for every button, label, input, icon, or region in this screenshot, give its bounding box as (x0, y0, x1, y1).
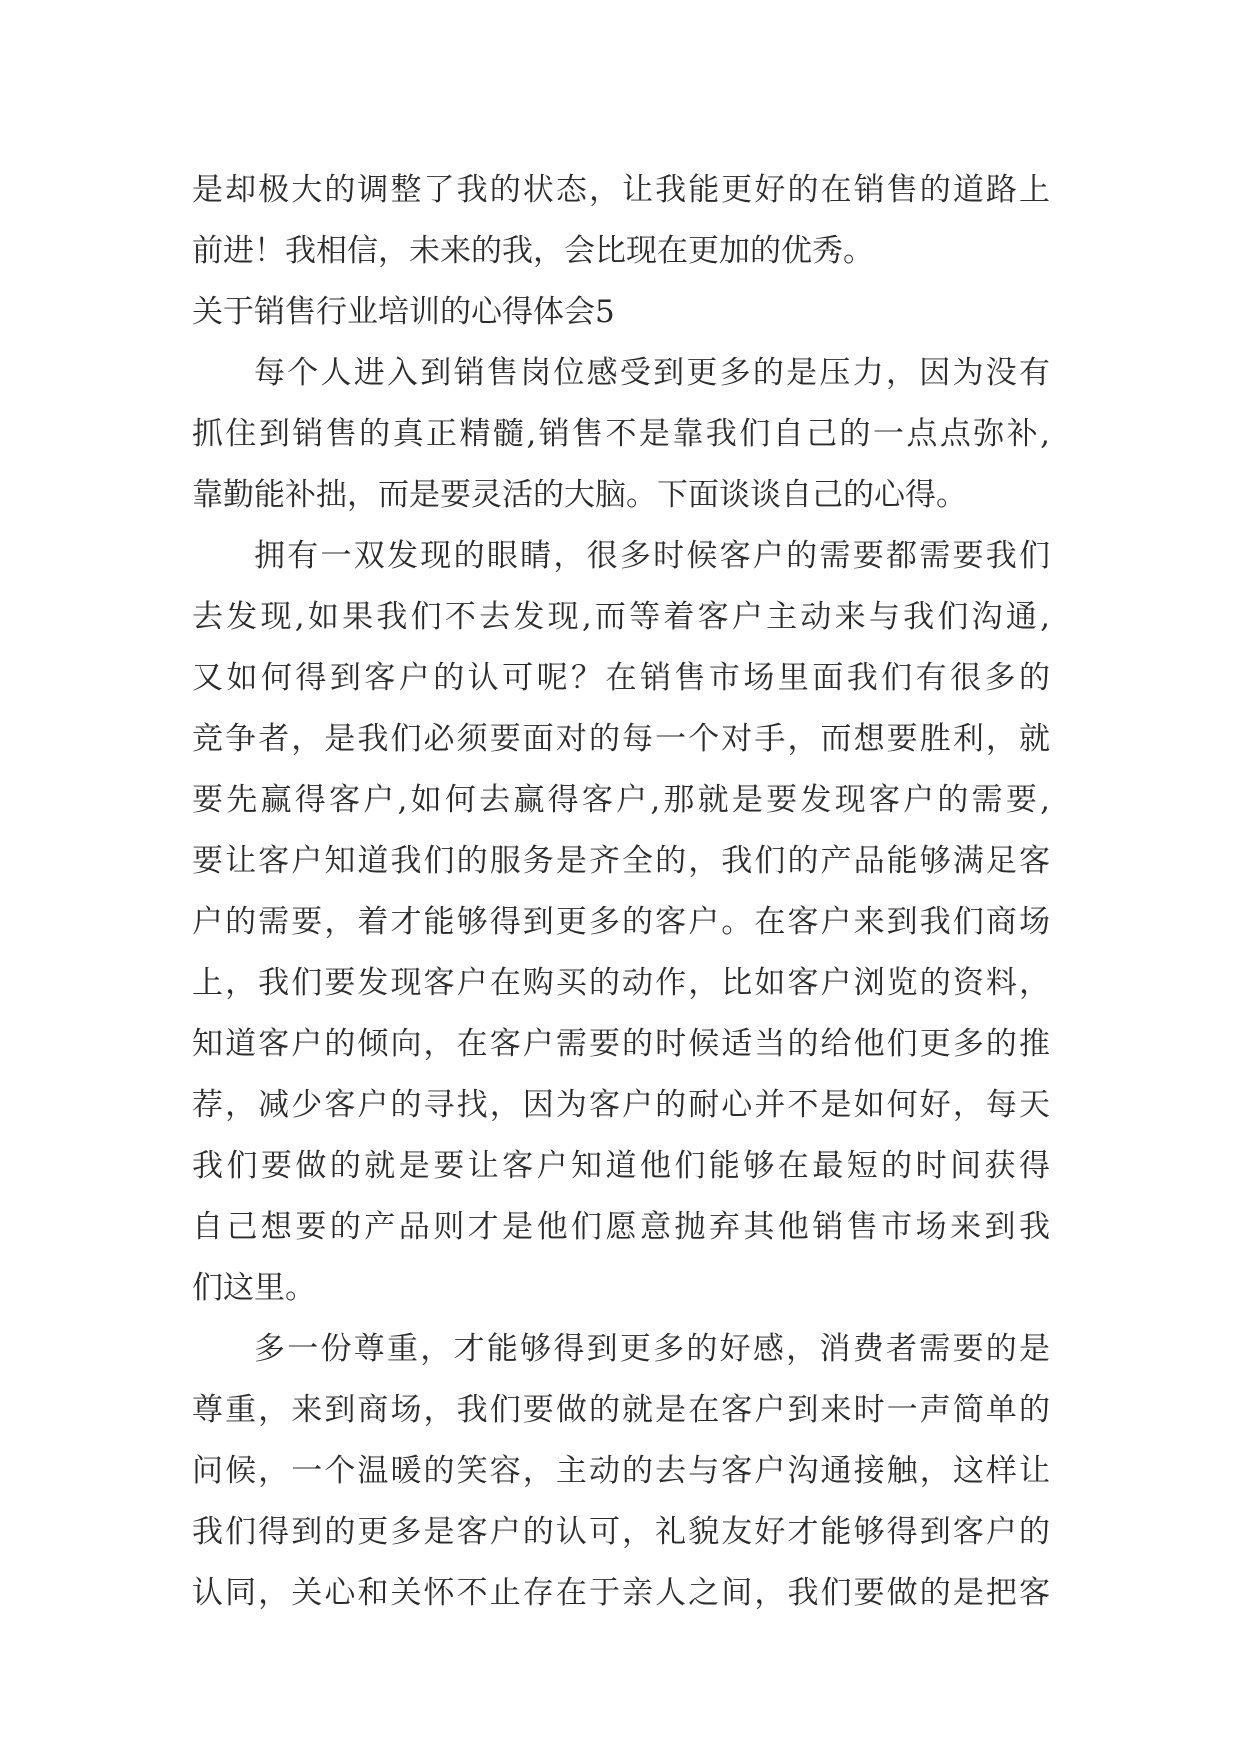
paragraph-first-line: 每个人进入到销售岗位感受到更多的是压力，因为没有 (254, 355, 1050, 391)
text-line: 我们要做的就是要让客户知道他们能够在最短的时间获得 (192, 1148, 1050, 1184)
body-text (192, 160, 1050, 1624)
text-line: 前进！我相信，未来的我，会比现在更加的优秀。 (192, 233, 874, 269)
text-line: 上，我们要发现客户在购买的动作，比如客户浏览的资料， (192, 965, 1050, 1001)
text-line: 荐，减少客户的寻找，因为客户的耐心并不是如何好，每天 (192, 1087, 1050, 1123)
section-heading: 关于销售行业培训的心得体会5 (192, 294, 615, 330)
text-line: 自己想要的产品则才是他们愿意抛弃其他销售市场来到我 (192, 1209, 1050, 1245)
text-line: 户的需要，着才能够得到更多的客户。在客户来到我们商场 (192, 904, 1050, 940)
text-line: 们这里。 (192, 1270, 316, 1306)
text-line: 靠勤能补拙，而是要灵活的大脑。下面谈谈自己的心得。 (192, 477, 967, 513)
paragraph-first-line: 多一份尊重，才能够得到更多的好感，消费者需要的是 (254, 1331, 1050, 1367)
text-line: 问候，一个温暖的笑容，主动的去与客户沟通接触，这样让 (192, 1453, 1050, 1489)
text-line: 尊重，来到商场，我们要做的就是在客户到来时一声简单的 (192, 1392, 1050, 1428)
text-line: 我们得到的更多是客户的认可，礼貌友好才能够得到客户的 (192, 1514, 1050, 1550)
text-line: 又如何得到客户的认可呢？在销售市场里面我们有很多的 (192, 660, 1050, 696)
text-line: 去发现,如果我们不去发现,而等着客户主动来与我们沟通, (192, 599, 1050, 635)
text-line: 要先赢得客户,如何去赢得客户,那就是要发现客户的需要, (192, 782, 1050, 818)
text-line: 是却极大的调整了我的状态，让我能更好的在销售的道路上 (192, 172, 1050, 208)
text-line: 竞争者，是我们必须要面对的每一个对手，而想要胜利，就 (192, 721, 1050, 757)
text-line: 要让客户知道我们的服务是齐全的，我们的产品能够满足客 (192, 843, 1050, 879)
paragraph-first-line: 拥有一双发现的眼睛，很多时候客户的需要都需要我们 (254, 538, 1050, 574)
text-line: 知道客户的倾向，在客户需要的时候适当的给他们更多的推 (192, 1026, 1050, 1062)
text-line: 抓住到销售的真正精髓,销售不是靠我们自己的一点点弥补, (192, 416, 1050, 452)
text-line: 认同，关心和关怀不止存在于亲人之间，我们要做的是把客 (192, 1575, 1050, 1611)
